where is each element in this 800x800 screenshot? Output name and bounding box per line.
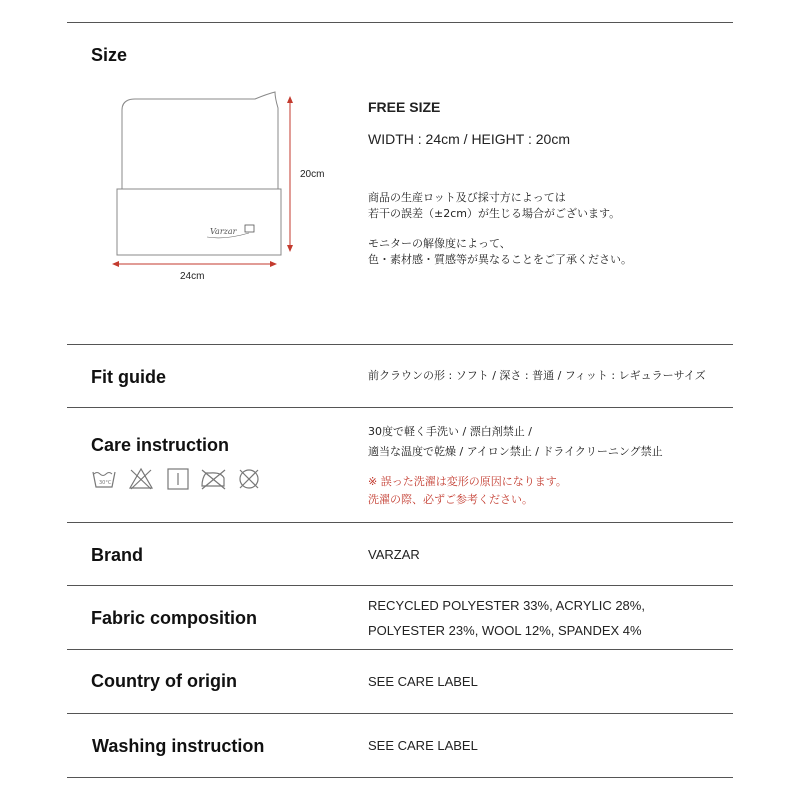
fabric-heading: Fabric composition xyxy=(91,608,258,628)
brand-heading: Brand xyxy=(91,545,144,565)
care-icons xyxy=(91,466,271,492)
divider-origin-washing xyxy=(67,713,733,714)
monitor-note-line2: 色・素材感・質感等が異なることをご了承ください。 xyxy=(368,253,632,266)
fit-guide-text: 前クラウンの形 : ソフト / 深さ : 普通 / フィット : レギュラーサイズ xyxy=(368,369,706,382)
divider-bottom xyxy=(67,777,733,778)
divider-size-fit xyxy=(67,344,733,345)
brand-value: VARZAR xyxy=(368,547,420,562)
size-heading: Size xyxy=(91,45,128,65)
care-warning-line1: ※ 誤った洗濯は変形の原因になります。 xyxy=(368,475,567,488)
no-iron-icon xyxy=(202,470,225,489)
logo-text: Varzar xyxy=(210,227,237,236)
svg-text:30°C: 30°C xyxy=(99,480,112,486)
height-label: 20cm xyxy=(300,169,325,180)
fit-guide-heading: Fit guide xyxy=(91,367,166,387)
monitor-note-line1: モニターの解像度によって、 xyxy=(368,237,511,250)
width-label: 24cm xyxy=(180,271,205,282)
beanie-cuff xyxy=(117,189,281,255)
origin-heading: Country of origin xyxy=(91,671,237,691)
fabric-line2: POLYESTER 23%, WOOL 12%, SPANDEX 4% xyxy=(368,623,642,638)
washing-heading: Washing instruction xyxy=(92,736,265,756)
free-size-label: FREE SIZE xyxy=(368,99,441,115)
divider-top xyxy=(67,22,733,23)
no-dry-clean-icon xyxy=(240,470,258,488)
care-warning-line2: 洗濯の際、必ずご参考ください。 xyxy=(368,493,533,506)
height-arrow xyxy=(287,96,293,252)
origin-value: SEE CARE LABEL xyxy=(368,674,478,689)
care-line1: 30度で軽く手洗い / 漂白剤禁止 / xyxy=(368,425,532,438)
divider-brand-fabric xyxy=(67,585,733,586)
divider-fabric-origin xyxy=(67,649,733,650)
beanie-diagram xyxy=(105,90,305,290)
measurements-text: WIDTH : 24cm / HEIGHT : 20cm xyxy=(368,131,570,147)
care-heading: Care instruction xyxy=(91,435,230,455)
no-bleach-icon xyxy=(130,469,152,489)
logo-badge xyxy=(207,225,254,238)
lot-note-line1: 商品の生産ロット及び採寸方によっては xyxy=(368,191,566,204)
divider-fit-care xyxy=(67,407,733,408)
hand-wash-30-icon xyxy=(93,472,115,487)
fabric-line1: RECYCLED POLYESTER 33%, ACRYLIC 28%, xyxy=(368,598,645,613)
lot-note-line2: 若干の誤差（±2cm）が生じる場合がございます。 xyxy=(368,207,621,220)
width-arrow xyxy=(112,261,277,267)
washing-value: SEE CARE LABEL xyxy=(368,738,478,753)
tumble-dry-icon xyxy=(168,469,188,489)
beanie-outline xyxy=(122,92,278,189)
divider-care-brand xyxy=(67,522,733,523)
care-line2: 適当な温度で乾燥 / アイロン禁止 / ドライクリーニング禁止 xyxy=(368,445,663,458)
